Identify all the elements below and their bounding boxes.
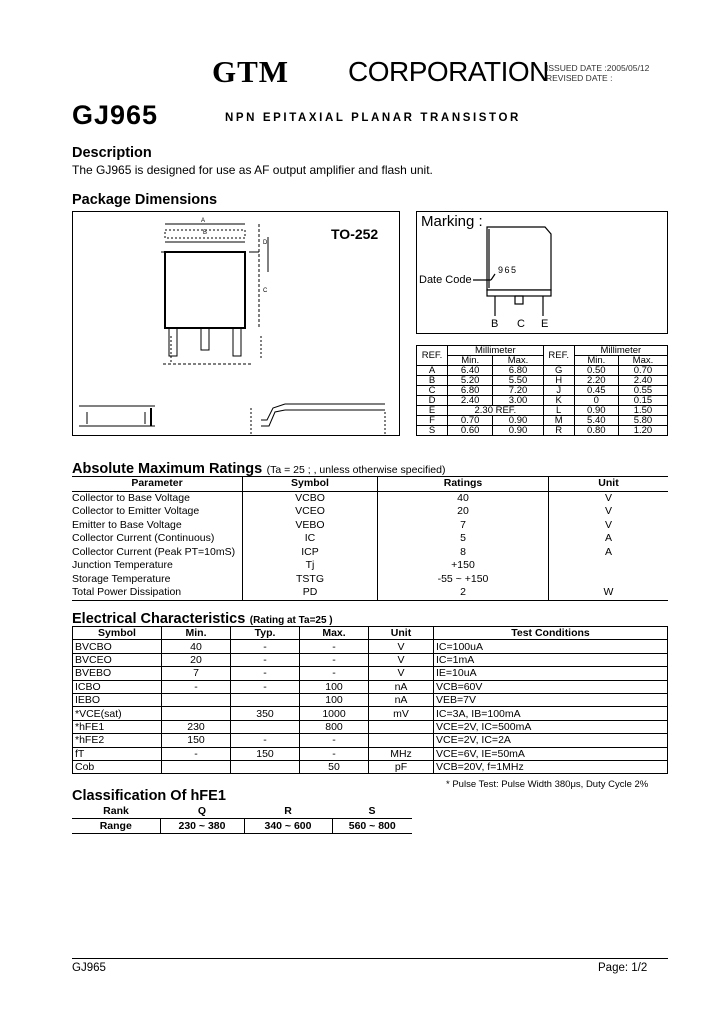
table-cell: Total Power Dissipation bbox=[72, 586, 243, 600]
pin-e: E bbox=[541, 318, 549, 330]
table-cell: 150 bbox=[162, 734, 231, 747]
table-cell: *hFE1 bbox=[73, 720, 162, 733]
table-cell: 3.00 bbox=[493, 396, 543, 406]
table-cell: Tj bbox=[243, 559, 378, 573]
abs-max-condition: (Ta = 25 ; , unless otherwise specified) bbox=[266, 464, 446, 476]
table-cell: mV bbox=[369, 707, 434, 720]
electrical-heading: Electrical Characteristics bbox=[72, 611, 246, 627]
table-cell: 5.50 bbox=[493, 376, 543, 386]
table-cell: MHz bbox=[369, 747, 434, 760]
table-cell: Emitter to Base Voltage bbox=[72, 518, 182, 531]
table-cell: VCE=6V, IE=50mA bbox=[434, 747, 668, 760]
table-cell: D bbox=[417, 396, 448, 406]
table-cell: - bbox=[162, 747, 231, 760]
table-cell: R bbox=[543, 426, 574, 436]
table-row bbox=[417, 396, 668, 406]
table-cell bbox=[162, 707, 231, 720]
package-heading: Package Dimensions bbox=[72, 192, 218, 208]
table-cell: VEB=7V bbox=[434, 693, 668, 706]
table-cell: 6.40 bbox=[448, 366, 493, 376]
table-cell: VCB=60V bbox=[434, 680, 668, 693]
table-row bbox=[417, 426, 668, 436]
table-cell bbox=[162, 693, 231, 706]
table-cell: 2.40 bbox=[448, 396, 493, 406]
table-cell: 0.90 bbox=[574, 406, 618, 416]
table-row bbox=[72, 559, 668, 573]
max-header: Max. bbox=[493, 356, 543, 366]
ref-header: REF. bbox=[543, 346, 574, 366]
package-name: TO-252 bbox=[331, 226, 379, 242]
table-cell bbox=[549, 573, 669, 587]
column-header: Test Conditions bbox=[434, 627, 668, 640]
table-cell: V bbox=[369, 640, 434, 653]
table-cell: 6.80 bbox=[448, 386, 493, 396]
column-header: Symbol bbox=[73, 627, 162, 640]
table-cell: - bbox=[300, 640, 369, 653]
ref-header: REF. bbox=[417, 346, 448, 366]
revised-date: REVISED DATE : bbox=[546, 73, 613, 83]
table-cell: - bbox=[162, 680, 231, 693]
table-cell: 0.60 bbox=[448, 426, 493, 436]
table-cell: 0.80 bbox=[574, 426, 618, 436]
table-cell bbox=[162, 760, 231, 773]
table-cell bbox=[231, 760, 300, 773]
table-cell: -55 ~ +150 bbox=[378, 573, 549, 587]
table-row bbox=[72, 491, 668, 505]
table-cell: 40 bbox=[162, 640, 231, 653]
part-number: GJ965 bbox=[72, 100, 159, 130]
table-cell: *VCE(sat) bbox=[73, 707, 162, 720]
table-cell: nA bbox=[369, 693, 434, 706]
table-cell: 7 bbox=[378, 519, 549, 533]
table-cell: 0.45 bbox=[574, 386, 618, 396]
table-cell: 5.20 bbox=[448, 376, 493, 386]
table-row bbox=[73, 707, 668, 720]
table-cell: 8 bbox=[378, 546, 549, 560]
table-cell: 0 bbox=[574, 396, 618, 406]
column-header: Parameter bbox=[72, 477, 243, 492]
table-cell: Storage Temperature bbox=[72, 572, 171, 585]
marking-box bbox=[416, 211, 668, 334]
marking-drawing bbox=[417, 212, 667, 333]
range-label: Range bbox=[72, 819, 160, 834]
table-cell: H bbox=[543, 376, 574, 386]
table-cell: ICP bbox=[243, 546, 378, 560]
table-cell: 2.20 bbox=[574, 376, 618, 386]
table-cell: 1000 bbox=[300, 707, 369, 720]
table-cell: 2.30 REF. bbox=[448, 406, 544, 416]
table-cell: BVEBO bbox=[73, 667, 162, 680]
table-row bbox=[72, 586, 668, 600]
table-cell: B bbox=[417, 376, 448, 386]
issue-dates bbox=[546, 63, 649, 83]
table-cell: IEBO bbox=[73, 693, 162, 706]
table-row bbox=[417, 366, 668, 376]
table-row bbox=[73, 747, 668, 760]
table-cell: V bbox=[369, 653, 434, 666]
table-row bbox=[72, 819, 412, 834]
classification-table bbox=[72, 804, 412, 834]
table-cell: 230 bbox=[162, 720, 231, 733]
table-cell: BVCBO bbox=[73, 640, 162, 653]
table-cell: - bbox=[300, 747, 369, 760]
table-cell: 0.90 bbox=[493, 416, 543, 426]
table-cell: R bbox=[244, 804, 332, 819]
table-cell: 0.15 bbox=[618, 396, 667, 406]
svg-text:A: A bbox=[201, 218, 206, 224]
table-cell: 800 bbox=[300, 720, 369, 733]
table-row bbox=[73, 680, 668, 693]
table-cell: A bbox=[549, 546, 669, 560]
table-cell: V bbox=[549, 505, 669, 519]
table-cell: G bbox=[543, 366, 574, 376]
table-row bbox=[72, 532, 668, 546]
table-cell: - bbox=[300, 734, 369, 747]
table-cell: ICBO bbox=[73, 680, 162, 693]
table-cell: W bbox=[549, 586, 669, 600]
table-row bbox=[72, 804, 412, 819]
table-cell: S bbox=[417, 426, 448, 436]
table-row bbox=[417, 376, 668, 386]
table-cell: 2 bbox=[378, 586, 549, 600]
table-cell: IC=1mA bbox=[434, 653, 668, 666]
description-text: The GJ965 is designed for use as AF output amplifier and flash unit. bbox=[72, 163, 433, 177]
table-cell: 350 bbox=[231, 707, 300, 720]
rank-label: Rank bbox=[72, 804, 160, 819]
part-type: NPN EPITAXIAL PLANAR TRANSISTOR bbox=[225, 112, 521, 124]
table-cell: nA bbox=[369, 680, 434, 693]
table-cell: J bbox=[543, 386, 574, 396]
svg-text:B: B bbox=[203, 230, 208, 236]
table-cell: Junction Temperature bbox=[72, 559, 173, 571]
table-cell: A bbox=[549, 532, 669, 546]
table-cell: 5 bbox=[378, 532, 549, 546]
table-cell: BVCEO bbox=[73, 653, 162, 666]
svg-text:C: C bbox=[263, 288, 268, 294]
table-cell: TSTG bbox=[243, 573, 378, 587]
table-cell: A bbox=[417, 366, 448, 376]
table-cell: Q bbox=[160, 804, 244, 819]
column-header: Ratings bbox=[378, 477, 549, 492]
marking-label: Marking : bbox=[421, 213, 483, 230]
table-cell: 6.80 bbox=[493, 366, 543, 376]
electrical-table bbox=[72, 626, 668, 774]
mm-header: Millimeter bbox=[448, 346, 544, 356]
date-code-label: Date Code bbox=[419, 274, 472, 286]
company-name: CORPORATION bbox=[348, 56, 549, 87]
table-cell: 560 ~ 800 bbox=[332, 819, 412, 834]
table-row bbox=[417, 416, 668, 426]
table-cell: - bbox=[300, 653, 369, 666]
footer-part: GJ965 bbox=[72, 962, 106, 974]
table-cell: 100 bbox=[300, 693, 369, 706]
table-cell: 20 bbox=[378, 505, 549, 519]
table-cell bbox=[369, 734, 434, 747]
table-cell: fT bbox=[73, 747, 162, 760]
table-cell: 5.80 bbox=[618, 416, 667, 426]
table-cell: VCE=2V, IC=500mA bbox=[434, 720, 668, 733]
table-row bbox=[72, 505, 668, 519]
column-header: Unit bbox=[369, 627, 434, 640]
min-header: Min. bbox=[574, 356, 618, 366]
table-cell: - bbox=[231, 680, 300, 693]
table-cell: S bbox=[332, 804, 412, 819]
package-drawing bbox=[72, 211, 400, 436]
table-cell: VCB=20V, f=1MHz bbox=[434, 760, 668, 773]
table-cell: 0.90 bbox=[493, 426, 543, 436]
abs-max-heading: Absolute Maximum Ratings bbox=[72, 461, 263, 477]
table-cell: L bbox=[543, 406, 574, 416]
table-cell: 230 ~ 380 bbox=[160, 819, 244, 834]
table-row bbox=[73, 667, 668, 680]
pulse-test-note: * Pulse Test: Pulse Width 380μs, Duty Cycle 2% bbox=[446, 779, 649, 790]
pin-c: C bbox=[517, 318, 525, 330]
max-header: Max. bbox=[618, 356, 667, 366]
table-cell: - bbox=[231, 667, 300, 680]
table-cell: 2.40 bbox=[618, 376, 667, 386]
table-cell: V bbox=[549, 491, 669, 505]
table-cell: Collector Current (Continuous) bbox=[72, 532, 215, 544]
column-header: Max. bbox=[300, 627, 369, 640]
table-cell: PD bbox=[243, 586, 378, 600]
table-cell: VCE=2V, IC=2A bbox=[434, 734, 668, 747]
table-cell: 150 bbox=[231, 747, 300, 760]
electrical-condition: (Rating at Ta=25 ) bbox=[249, 615, 333, 626]
table-cell: IE=10uA bbox=[434, 667, 668, 680]
table-cell: - bbox=[231, 653, 300, 666]
table-row bbox=[417, 386, 668, 396]
table-row bbox=[73, 720, 668, 733]
column-header: Symbol bbox=[243, 477, 378, 492]
table-cell bbox=[231, 720, 300, 733]
table-row bbox=[73, 760, 668, 773]
table-cell bbox=[549, 559, 669, 573]
table-cell: 20 bbox=[162, 653, 231, 666]
table-cell: - bbox=[231, 640, 300, 653]
pin-b: B bbox=[491, 318, 499, 330]
table-cell: 0.50 bbox=[574, 366, 618, 376]
table-row bbox=[72, 546, 668, 560]
table-cell: K bbox=[543, 396, 574, 406]
table-cell: +150 bbox=[378, 559, 549, 573]
table-cell: Collector Current (Peak PT=10mS) bbox=[72, 545, 236, 558]
table-cell: V bbox=[369, 667, 434, 680]
table-cell: pF bbox=[369, 760, 434, 773]
table-cell bbox=[369, 720, 434, 733]
column-header: Typ. bbox=[231, 627, 300, 640]
table-cell: IC=100uA bbox=[434, 640, 668, 653]
footer-page: Page: 1/2 bbox=[598, 962, 648, 974]
table-cell: V bbox=[549, 519, 669, 533]
table-row bbox=[417, 406, 668, 416]
issued-date: ISSUED DATE :2005/05/12 bbox=[546, 63, 650, 73]
abs-max-table bbox=[72, 476, 668, 601]
table-row bbox=[73, 734, 668, 747]
table-cell: Collector to Emitter Voltage bbox=[72, 505, 200, 517]
table-cell: VCEO bbox=[243, 505, 378, 519]
table-cell bbox=[231, 693, 300, 706]
table-cell: M bbox=[543, 416, 574, 426]
footer-divider bbox=[72, 958, 668, 959]
table-cell: VEBO bbox=[243, 519, 378, 533]
classification-heading: Classification Of hFE1 bbox=[72, 788, 226, 804]
table-cell: 7.20 bbox=[493, 386, 543, 396]
table-cell: 0.55 bbox=[618, 386, 667, 396]
table-cell: IC bbox=[243, 532, 378, 546]
table-cell: E bbox=[417, 406, 448, 416]
table-cell: VCBO bbox=[243, 491, 378, 505]
dimension-table bbox=[416, 345, 668, 436]
table-row bbox=[72, 573, 668, 587]
table-cell: 100 bbox=[300, 680, 369, 693]
table-cell: 340 ~ 600 bbox=[244, 819, 332, 834]
mm-header: Millimeter bbox=[574, 346, 667, 356]
table-row bbox=[72, 519, 668, 533]
package-outline-drawing bbox=[73, 212, 399, 435]
description-heading: Description bbox=[72, 145, 152, 161]
table-cell: - bbox=[300, 667, 369, 680]
table-cell: Collector to Base Voltage bbox=[72, 491, 190, 504]
chip-marking: 965 bbox=[498, 265, 518, 275]
company-logo: GTM bbox=[212, 54, 290, 89]
table-cell: C bbox=[417, 386, 448, 396]
table-cell: 0.70 bbox=[448, 416, 493, 426]
svg-text:D: D bbox=[263, 240, 268, 246]
min-header: Min. bbox=[448, 356, 493, 366]
table-cell: *hFE2 bbox=[73, 734, 162, 747]
table-cell: 0.70 bbox=[618, 366, 667, 376]
table-cell: 1.20 bbox=[618, 426, 667, 436]
column-header: Min. bbox=[162, 627, 231, 640]
table-row bbox=[73, 693, 668, 706]
table-cell: - bbox=[231, 734, 300, 747]
table-cell: IC=3A, IB=100mA bbox=[434, 707, 668, 720]
column-header: Unit bbox=[549, 477, 669, 492]
table-cell: 5.40 bbox=[574, 416, 618, 426]
table-cell: F bbox=[417, 416, 448, 426]
table-cell: 50 bbox=[300, 760, 369, 773]
table-cell: 7 bbox=[162, 667, 231, 680]
table-cell: 40 bbox=[378, 491, 549, 505]
table-row bbox=[73, 653, 668, 666]
table-cell: 1.50 bbox=[618, 406, 667, 416]
table-cell: Cob bbox=[73, 760, 162, 773]
table-row bbox=[73, 640, 668, 653]
